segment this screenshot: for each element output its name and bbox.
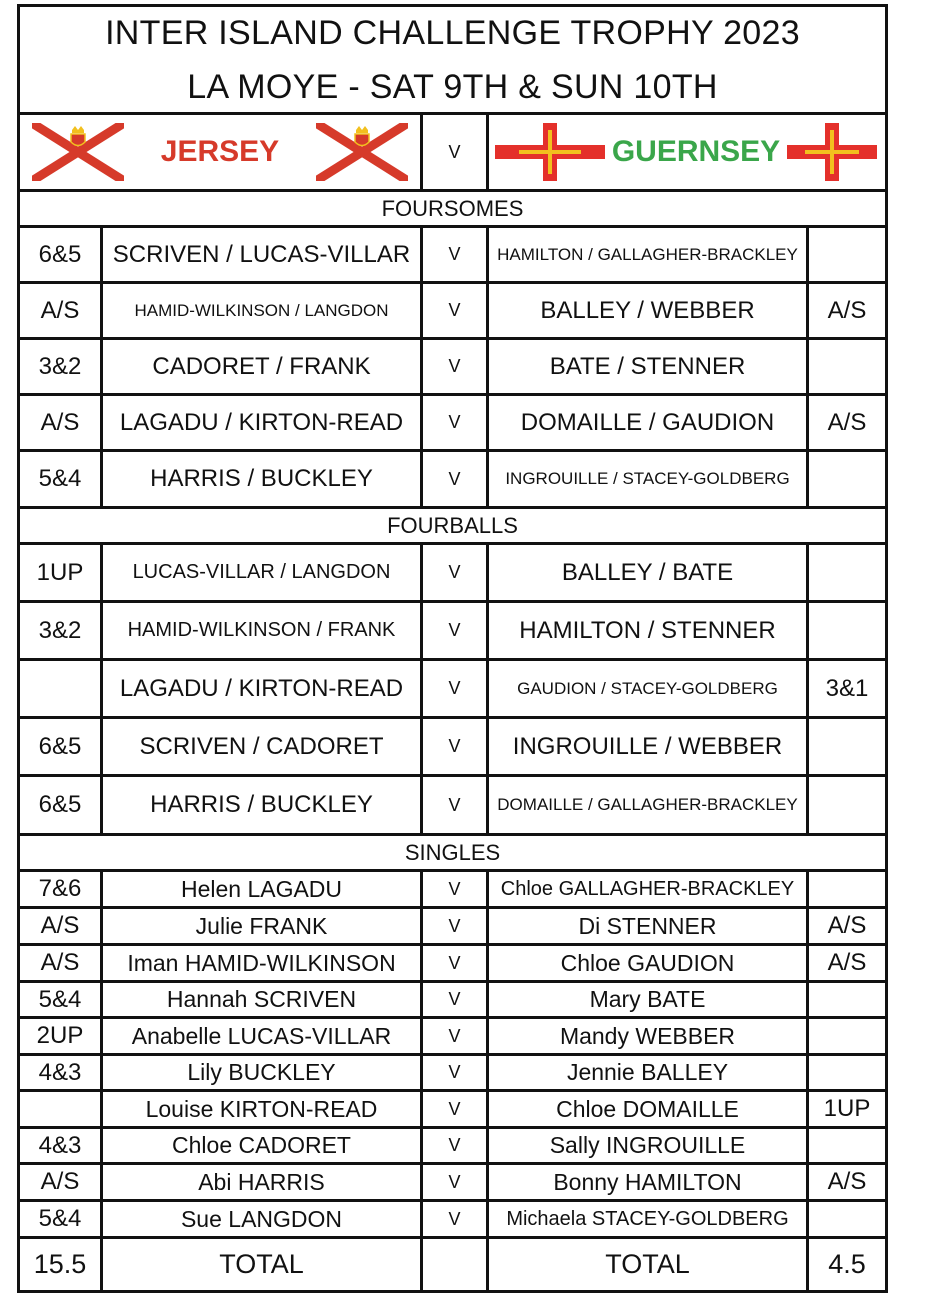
jersey-result: 7&6 [20, 872, 103, 906]
guernsey-result: A/S [827, 408, 867, 436]
versus-mark: V [423, 872, 489, 906]
guernsey-pair: BALLEY / WEBBER [489, 284, 809, 337]
jersey-pair: LAGADU / KIRTON-READ [103, 661, 423, 716]
guernsey-pair: INGROUILLE / WEBBER [489, 719, 809, 774]
table-row [20, 340, 885, 396]
guernsey-flag-icon [787, 123, 877, 181]
jersey-pair: HARRIS / BUCKLEY [103, 452, 423, 506]
guernsey-pair: BATE / STENNER [489, 340, 809, 393]
guernsey-total-score: 4.5 [828, 1249, 866, 1279]
jersey-player: Chloe CADORET [103, 1129, 423, 1162]
guernsey-result [809, 719, 885, 774]
guernsey-pair: INGROUILLE / STACEY-GOLDBERG [489, 452, 809, 506]
jersey-result: A/S [20, 946, 103, 980]
guernsey-header [489, 115, 885, 189]
guernsey-result: A/S [827, 949, 867, 976]
jersey-pair: HAMID-WILKINSON / LANGDON [103, 284, 423, 337]
table-row [20, 777, 885, 836]
guernsey-result [809, 777, 885, 833]
versus-mark: V [423, 603, 489, 658]
jersey-total-score: 15.5 [20, 1239, 103, 1290]
jersey-player: Lily BUCKLEY [103, 1056, 423, 1089]
guernsey-flag-icon [495, 123, 605, 181]
jersey-player: Sue LANGDON [103, 1202, 423, 1236]
jersey-player: Hannah SCRIVEN [103, 983, 423, 1016]
jersey-result: 5&4 [20, 983, 103, 1016]
jersey-player: Iman HAMID-WILKINSON [103, 946, 423, 980]
jersey-pair: SCRIVEN / CADORET [103, 719, 423, 774]
guernsey-result: A/S [827, 912, 867, 939]
guernsey-pair: DOMAILLE / GAUDION [489, 396, 809, 449]
teams-row [20, 115, 885, 192]
jersey-flag-icon [32, 123, 124, 181]
jersey-result: 4&3 [20, 1056, 103, 1089]
guernsey-player: Chloe GAUDION [489, 946, 809, 980]
jersey-player: Helen LAGADU [103, 872, 423, 906]
versus-mark: V [423, 1202, 489, 1236]
table-row [20, 228, 885, 284]
table-row [20, 983, 885, 1019]
guernsey-player: Bonny HAMILTON [489, 1165, 809, 1199]
guernsey-player: Sally INGROUILLE [489, 1129, 809, 1162]
versus-mark: V [423, 909, 489, 943]
guernsey-player: Michaela STACEY-GOLDBERG [489, 1202, 809, 1236]
section-title: FOURBALLS [387, 512, 518, 538]
totals-row [20, 1239, 885, 1290]
guernsey-result [809, 603, 885, 658]
jersey-result [20, 1092, 103, 1126]
jersey-pair: HARRIS / BUCKLEY [103, 777, 423, 833]
table-row [20, 1129, 885, 1165]
guernsey-player: Chloe DOMAILLE [489, 1092, 809, 1126]
versus-mark: V [423, 228, 489, 281]
guernsey-player: Mary BATE [489, 983, 809, 1016]
jersey-player: Anabelle LUCAS-VILLAR [103, 1019, 423, 1053]
guernsey-result: 1UP [823, 1095, 871, 1122]
guernsey-pair: HAMILTON / STENNER [489, 603, 809, 658]
jersey-player: Abi HARRIS [103, 1165, 423, 1199]
guernsey-result [809, 545, 885, 600]
jersey-team-name: JERSEY [160, 135, 280, 168]
jersey-result: 6&5 [20, 777, 103, 833]
jersey-pair: SCRIVEN / LUCAS-VILLAR [103, 228, 423, 281]
guernsey-result [809, 1019, 885, 1053]
guernsey-pair: HAMILTON / GALLAGHER-BRACKLEY [489, 228, 809, 281]
guernsey-player: Jennie BALLEY [489, 1056, 809, 1089]
versus-mark: V [423, 340, 489, 393]
versus-mark: V [423, 1092, 489, 1126]
guernsey-pair: GAUDION / STACEY-GOLDBERG [489, 661, 809, 716]
jersey-total-label: TOTAL [103, 1239, 423, 1290]
jersey-result: 1UP [20, 545, 103, 600]
results-sheet [17, 4, 888, 1293]
table-row [20, 284, 885, 340]
jersey-result: 6&5 [20, 719, 103, 774]
table-row [20, 872, 885, 909]
guernsey-total-label: TOTAL [489, 1239, 809, 1290]
guernsey-result [809, 228, 885, 281]
title-line-1: INTER ISLAND CHALLENGE TROPHY 2023 [105, 13, 800, 52]
jersey-header [20, 115, 423, 189]
jersey-result: A/S [20, 284, 103, 337]
jersey-player: Louise KIRTON-READ [103, 1092, 423, 1126]
jersey-result: 4&3 [20, 1129, 103, 1162]
section-title: FOURSOMES [381, 195, 524, 221]
guernsey-player: Chloe GALLAGHER-BRACKLEY [489, 872, 809, 906]
guernsey-result: 3&1 [825, 674, 869, 702]
title-line-2: LA MOYE - SAT 9TH & SUN 10TH [187, 67, 718, 106]
jersey-result: 5&4 [20, 452, 103, 506]
jersey-result: 3&2 [20, 603, 103, 658]
guernsey-result: A/S [827, 296, 867, 324]
table-row [20, 1202, 885, 1239]
totals-spacer [423, 1239, 489, 1290]
jersey-result: 6&5 [20, 228, 103, 281]
table-row [20, 603, 885, 661]
jersey-pair: LAGADU / KIRTON-READ [103, 396, 423, 449]
table-row [20, 545, 885, 603]
guernsey-result [809, 872, 885, 906]
versus-mark: V [423, 545, 489, 600]
table-row [20, 719, 885, 777]
jersey-result: A/S [20, 1165, 103, 1199]
versus-mark: V [423, 284, 489, 337]
jersey-result: 5&4 [20, 1202, 103, 1236]
singles-section-header [20, 836, 885, 872]
jersey-result: A/S [20, 396, 103, 449]
versus-mark: V [423, 452, 489, 506]
versus-mark: V [423, 719, 489, 774]
jersey-flag-icon [316, 123, 408, 181]
fourballs-section-header [20, 509, 885, 545]
guernsey-result [809, 340, 885, 393]
section-title: SINGLES [404, 839, 501, 865]
table-row [20, 1019, 885, 1056]
versus-mark: V [423, 1056, 489, 1089]
table-row [20, 909, 885, 946]
guernsey-result [809, 1202, 885, 1236]
title-block [20, 7, 885, 115]
versus-mark: V [423, 777, 489, 833]
guernsey-result [809, 452, 885, 506]
versus-mark: V [423, 396, 489, 449]
guernsey-team-name: GUERNSEY [611, 135, 781, 168]
jersey-result: 3&2 [20, 340, 103, 393]
table-row [20, 1092, 885, 1129]
table-row [20, 661, 885, 719]
guernsey-pair: BALLEY / BATE [489, 545, 809, 600]
versus-mark: V [423, 1165, 489, 1199]
guernsey-player: Di STENNER [489, 909, 809, 943]
teams-versus: V [423, 115, 489, 189]
jersey-pair: HAMID-WILKINSON / FRANK [103, 603, 423, 658]
versus-mark: V [423, 983, 489, 1016]
jersey-result [20, 661, 103, 716]
table-row [20, 946, 885, 983]
jersey-result: A/S [20, 909, 103, 943]
guernsey-result [809, 1129, 885, 1162]
guernsey-result [809, 983, 885, 1016]
jersey-pair: LUCAS-VILLAR / LANGDON [103, 545, 423, 600]
table-row [20, 1165, 885, 1202]
guernsey-result: A/S [827, 1168, 867, 1195]
versus-mark: V [423, 1129, 489, 1162]
versus-mark: V [423, 661, 489, 716]
table-row [20, 396, 885, 452]
versus-mark: V [423, 1019, 489, 1053]
table-row [20, 1056, 885, 1092]
guernsey-pair: DOMAILLE / GALLAGHER-BRACKLEY [489, 777, 809, 833]
table-row [20, 452, 885, 509]
jersey-result: 2UP [20, 1019, 103, 1053]
versus-mark: V [423, 946, 489, 980]
jersey-pair: CADORET / FRANK [103, 340, 423, 393]
foursomes-section-header [20, 192, 885, 228]
guernsey-result [809, 1056, 885, 1089]
guernsey-player: Mandy WEBBER [489, 1019, 809, 1053]
jersey-player: Julie FRANK [103, 909, 423, 943]
